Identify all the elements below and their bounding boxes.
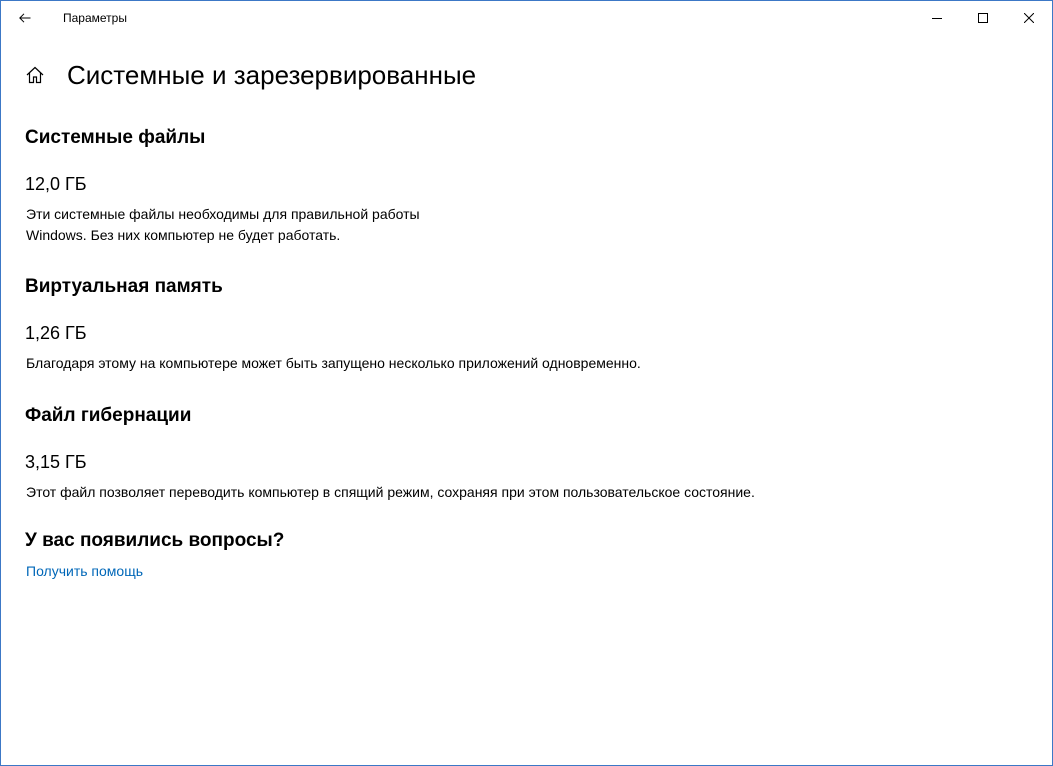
window-title: Параметры — [63, 11, 127, 25]
page-title: Системные и зарезервированные — [67, 60, 477, 90]
section-heading-system-files: Системные файлы — [25, 127, 206, 148]
size-value-virtual-memory: 1,26 ГБ — [25, 323, 87, 343]
description-virtual-memory: Благодаря этому на компьютере может быть запущено несколько приложений одновременно. — [26, 355, 641, 371]
close-button[interactable] — [1006, 1, 1052, 35]
get-help-link[interactable]: Получить помощь — [26, 563, 144, 579]
description-system-files-line2: Windows. Без них компьютер не будет работать. — [26, 227, 341, 243]
minimize-icon — [932, 13, 942, 23]
help-heading: У вас появились вопросы? — [25, 530, 285, 551]
back-arrow-icon — [19, 13, 31, 23]
close-icon — [1024, 13, 1034, 23]
maximize-button[interactable] — [960, 1, 1006, 35]
minimize-button[interactable] — [914, 1, 960, 35]
back-button[interactable] — [2, 1, 48, 35]
section-heading-virtual-memory: Виртуальная память — [25, 276, 223, 297]
home-button[interactable] — [21, 61, 49, 89]
section-heading-hibernation-file: Файл гибернации — [25, 405, 192, 426]
window-controls — [914, 1, 1052, 35]
description-system-files-line1: Эти системные файлы необходимы для правильной работы — [26, 206, 420, 222]
size-value-hibernation-file: 3,15 ГБ — [25, 452, 87, 472]
maximize-icon — [978, 13, 988, 23]
title-bar — [1, 1, 1052, 35]
description-hibernation-file: Этот файл позволяет переводить компьютер в спящий режим, сохраняя при этом пользовательское состояние. — [26, 484, 755, 500]
size-value-system-files: 12,0 ГБ — [25, 174, 87, 194]
home-icon — [25, 65, 45, 85]
